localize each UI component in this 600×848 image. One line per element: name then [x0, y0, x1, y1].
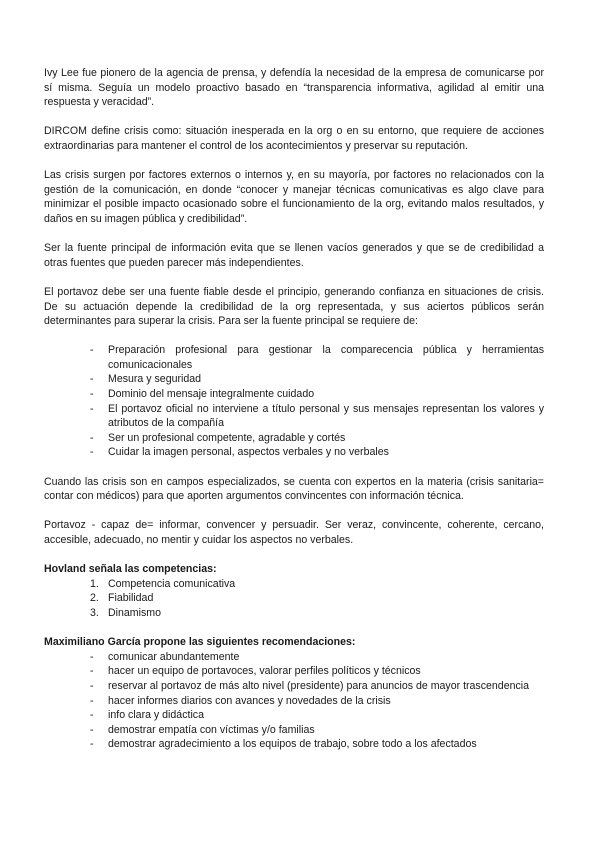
list-item: - hacer informes diarios con avances y novedades de la crisis [44, 694, 544, 709]
list-item: - comunicar abundantemente [44, 650, 544, 665]
list-item: - demostrar agradecimiento a los equipos de trabajo, sobre todo a los afectados [44, 737, 544, 752]
hovland-heading: Hovland señala las competencias: [44, 563, 217, 576]
list-item: - Dominio del mensaje integralmente cuidado [44, 387, 544, 402]
paragraph-ivy-lee: Ivy Lee fue pionero de la agencia de prensa, y defendía la necesidad de la empresa de comunicarse por sí misma. Seguía un modelo proactivo basado en “transparencia informativa, agilidad al emitir una respuesta y veracidad”. [44, 67, 544, 109]
paragraph-main-source: Ser la fuente principal de información evita que se llenen vacíos generados y que se de credibilidad a otras fuentes que pueden parecer más independientes. [44, 242, 544, 269]
hovland-list [44, 577, 544, 621]
list-item: - demostrar empatía con víctimas y/o familias [44, 723, 544, 738]
paragraph-dircom-definition: DIRCOM define crisis como: situación inesperada en la org o en su entorno, que requiere de acciones extraordinarias para mantener el control de los acontecimientos y preservar su reputación. [44, 125, 544, 152]
list-number: 2. [90, 592, 99, 605]
list-item: - El portavoz oficial no interviene a título personal y sus mensajes representan los valores y atributos de la compañía [44, 402, 544, 431]
list-item [44, 577, 544, 592]
paragraph-spokesperson: El portavoz debe ser una fuente fiable desde el principio, generando confianza en situaciones de crisis. De su actuación depende la credibilidad de la org representada, y sus aciertos públicos serán determinantes para superar la crisis. Para ser la fuente principal se requiere de: [44, 285, 544, 328]
garcia-list [44, 650, 544, 752]
list-item: - reservar al portavoz de más alto nivel (presidente) para anuncios de mayor trascendencia [44, 679, 544, 694]
list-item: - Ser un profesional competente, agradable y cortés [44, 431, 544, 446]
garcia-heading: Maximiliano García propone las siguientes recomendaciones: [44, 636, 356, 649]
paragraph-crisis-origins: Las crisis surgen por factores externos o internos y, en su mayoría, por factores no relacionados con la gestión de la comunicación, en donde “conocer y manejar técnicas comunicativas es algo clave para minimizar el posible impacto ocasionado sobre el funcionamiento de la org, evitando malos resultados, y daños en su imagen pública y credibilidad”. [44, 169, 544, 225]
list-text: Dinamismo [108, 606, 161, 619]
list-item [44, 606, 544, 621]
list-item [44, 591, 544, 606]
list-number: 3. [90, 606, 99, 619]
list-text: Competencia comunicativa [108, 577, 236, 590]
list-item: - Cuidar la imagen personal, aspectos verbales y no verbales [44, 445, 544, 460]
list-item: - Mesura y seguridad [44, 372, 544, 387]
list-text: Fiabilidad [108, 592, 154, 605]
list-item: - Preparación profesional para gestionar la comparecencia pública y herramientas comunicacionales [44, 343, 544, 372]
paragraph-portavoz-traits: Portavoz - capaz de= informar, convencer y persuadir. Ser veraz, convincente, coherente, cercano, accesible, adecuado, no mentir y cuidar los aspectos no verbales. [44, 519, 544, 546]
list-item: - hacer un equipo de portavoces, valorar perfiles políticos y técnicos [44, 664, 544, 679]
list-item: - info clara y didáctica [44, 708, 544, 723]
list-number: 1. [90, 577, 99, 590]
paragraph-experts: Cuando las crisis son en campos especializados, se cuenta con expertos en la materia (crisis sanitaria= contar con médicos) para que aporten argumentos convincentes con información técnica. [44, 475, 544, 503]
requirements-list [44, 343, 544, 460]
